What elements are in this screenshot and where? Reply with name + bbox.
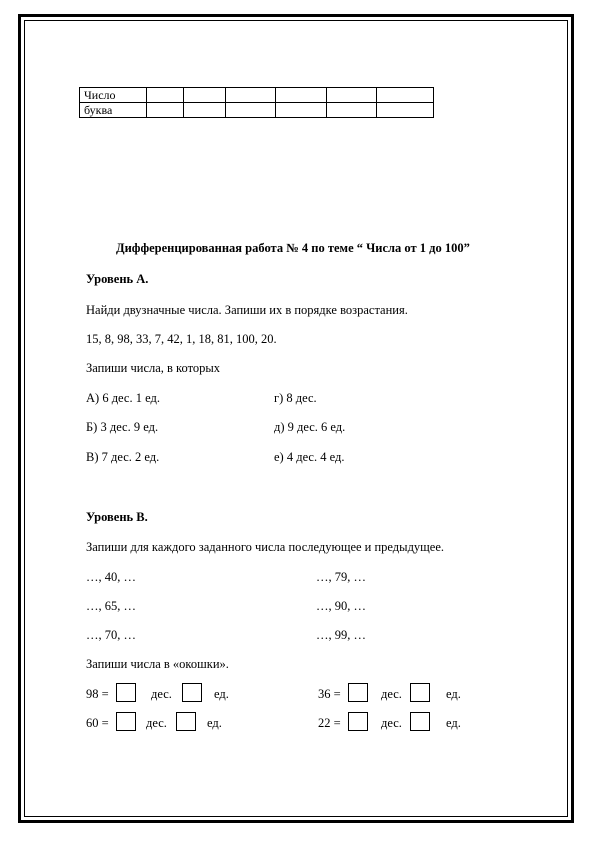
units-box[interactable] [410, 683, 430, 702]
table-row [80, 88, 434, 103]
level-a-item: А) 6 дес. 1 ед. [86, 391, 160, 405]
level-a-item: г) 8 дес. [274, 391, 317, 405]
level-a-heading: Уровень А. [86, 272, 149, 286]
table-cell[interactable] [377, 88, 434, 103]
level-a-numbers: 15, 8, 98, 33, 7, 42, 1, 18, 81, 100, 20. [86, 332, 277, 346]
table-cell[interactable] [377, 103, 434, 118]
level-b-task1: Запиши для каждого заданного числа последующее и предыдущее. [86, 540, 445, 554]
sequence-item: …, 90, … [316, 599, 366, 613]
tens-label: дес. [146, 716, 167, 730]
table-cell[interactable] [327, 88, 377, 103]
table-cell-label: буква [80, 103, 147, 118]
units-label: ед. [446, 716, 461, 730]
table-cell[interactable] [327, 103, 377, 118]
sequence-item: …, 70, … [86, 628, 136, 642]
equation-number: 98 = [86, 687, 109, 701]
page-title: Дифференцированная работа № 4 по теме “ Числа от 1 до 100” [116, 241, 470, 255]
tens-box[interactable] [116, 712, 136, 731]
sequence-item: …, 99, … [316, 628, 366, 642]
tens-box[interactable] [348, 683, 368, 702]
level-a-task1: Найди двузначные числа. Запиши их в порядке возрастания. [86, 303, 408, 317]
level-a-item: д) 9 дес. 6 ед. [274, 420, 346, 434]
table-cell[interactable] [184, 103, 226, 118]
units-box[interactable] [176, 712, 196, 731]
table-cell[interactable] [147, 88, 184, 103]
tens-box[interactable] [348, 712, 368, 731]
table-cell[interactable] [147, 103, 184, 118]
table-cell[interactable] [226, 88, 276, 103]
sequence-item: …, 40, … [86, 570, 136, 584]
equation-number: 22 = [318, 716, 341, 730]
units-label: ед. [214, 687, 229, 701]
units-label: ед. [446, 687, 461, 701]
units-box[interactable] [182, 683, 202, 702]
table-cell[interactable] [226, 103, 276, 118]
table-cell[interactable] [276, 88, 327, 103]
equation-number: 36 = [318, 687, 341, 701]
table-cell[interactable] [184, 88, 226, 103]
table-row [80, 103, 434, 118]
table-cell[interactable] [276, 103, 327, 118]
units-box[interactable] [410, 712, 430, 731]
table-cell-label: Число [80, 88, 147, 103]
tens-label: дес. [381, 716, 402, 730]
level-a-task2: Запиши числа, в которых [86, 361, 221, 375]
tens-label: дес. [381, 687, 402, 701]
sequence-item: …, 65, … [86, 599, 136, 613]
code-table [79, 87, 434, 118]
sequence-item: …, 79, … [316, 570, 366, 584]
tens-box[interactable] [116, 683, 136, 702]
equation-number: 60 = [86, 716, 109, 730]
level-b-heading: Уровень В. [86, 510, 148, 524]
tens-label: дес. [151, 687, 172, 701]
level-b-task2: Запиши числа в «окошки». [86, 657, 229, 671]
level-a-item: В) 7 дес. 2 ед. [86, 450, 160, 464]
units-label: ед. [207, 716, 222, 730]
level-a-item: Б) 3 дес. 9 ед. [86, 420, 159, 434]
level-a-item: е) 4 дес. 4 ед. [274, 450, 345, 464]
